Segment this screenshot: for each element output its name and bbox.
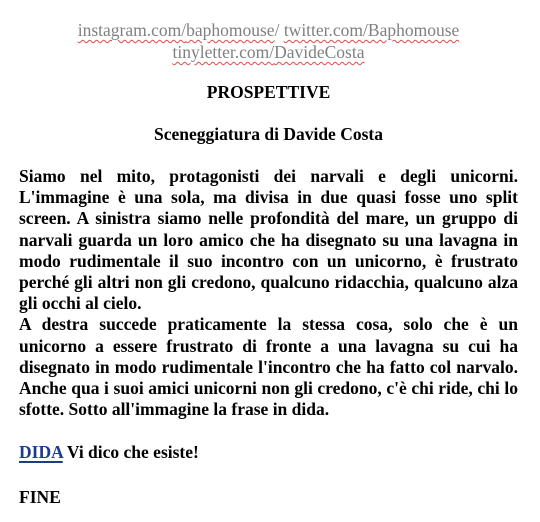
instagram-link[interactable]: instagram.com/baphomouse xyxy=(77,20,275,40)
end-marker: FINE xyxy=(19,487,61,508)
paragraph-left-scene: Siamo nel mito, protagonisti dei narvali e degli unicorni. L'immagine è una sola, ma divisa in due quasi fosse uno split screen. A sinistra siamo nelle profondità del mare, un gruppo di narvali guarda un loro amico che ha disegnato su una lavagna in modo rudimentale il suo incontro con un unicorno, è frustrato perché gli altri non gli credono, qualcuno ridacchia, qualcuno alza gli occhi al cielo. xyxy=(19,166,518,314)
script-body xyxy=(19,166,518,420)
social-links-line: instagram.com/baphomouse/ twitter.com/Baphomouse xyxy=(77,20,460,40)
tinyletter-link[interactable]: tinyletter.com/DavideCosta xyxy=(172,42,365,62)
caption-line xyxy=(19,441,518,463)
twitter-link[interactable]: twitter.com/Baphomouse xyxy=(283,20,460,40)
paragraph-right-scene: A destra succede praticamente la stessa cosa, solo che è un unicorno a essere frustrato di fronte a una lavagna su cui ha disegnato in modo rudimentale l'incontro che ha fatto col narvalo. Anche qua i suoi amici unicorni non gli credono, c'è chi ride, chi lo sfotte. Sotto all'immagine la frase in dida. xyxy=(19,314,518,420)
document-title: PROSPETTIVE xyxy=(206,82,331,102)
header-links xyxy=(19,0,518,63)
caption-text: Vi dico che esiste! xyxy=(62,442,199,463)
caption-label: DIDA xyxy=(19,442,63,463)
newsletter-link-line xyxy=(19,41,518,63)
document-subtitle: Sceneggiatura di Davide Costa xyxy=(154,124,383,144)
